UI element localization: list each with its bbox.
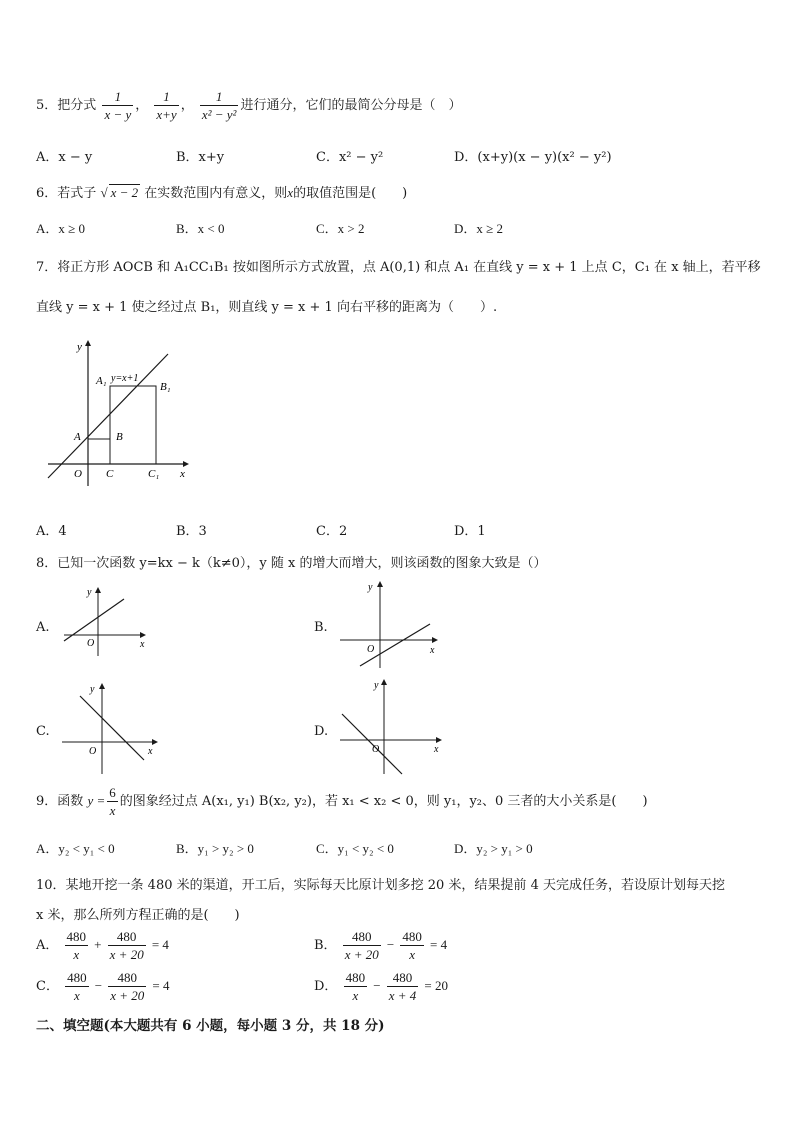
q8-option-c-label: C. [36, 724, 50, 739]
q9-option-a: A．y₂ < y₁ < 0 [36, 841, 115, 856]
svg-text:x: x [434, 744, 439, 755]
q9-number: 9． [36, 794, 58, 809]
q10-option-a: A． $\frac{480}{x}$ + $\frac{480}{x + 20}$ = 4 [36, 929, 169, 962]
q5-fraction-1: $\frac{1}{x - y}$ [104, 89, 132, 122]
q8-graph-d [336, 676, 446, 776]
svg-text:O: O [87, 638, 95, 649]
q9-func-lhs: y = [87, 793, 106, 808]
q9-mid: 的图象经过点 A(x₁, y₁) B(x₂, y₂)，若 x₁ < x₂ < 0，则 y₁，y₂、0 三者的大小关系是( ) [119, 794, 648, 809]
q5-stem: 5．把分式 $\frac{1}{x - y}$ ， $\frac{1}{x+y}$ ， $\frac{1}{\text{x² − y²}}$ 进行通分，它们的最简公分母是（ ） [36, 89, 462, 122]
q5-suffix: 进行通分，它们的最简公分母是（ ） [240, 98, 462, 113]
q6-suffix: 的取值范围是( ) [293, 186, 408, 201]
q8-graph-a [60, 584, 150, 660]
q10-option-b: B． $\frac{480}{x + 20}$ − $\frac{480}{x}$ = 4 [314, 929, 448, 962]
q10-option-d: D． $\frac{480}{x}$ − $\frac{480}{x + 4}$ = 20 [314, 970, 448, 1003]
svg-text:O: O [372, 744, 380, 755]
q6-option-b: B．x < 0 [176, 221, 225, 236]
svg-text:x: x [430, 645, 435, 656]
svg-text:y: y [90, 684, 95, 695]
section-2-heading: 二、填空题(本大题共有 6 小题，每小题 3 分，共 18 分) [36, 1018, 385, 1034]
square-aocb [88, 439, 110, 464]
q5-option-d: D．(x+y)(x − y)(x² − y²) [454, 150, 612, 165]
q8-option-b-label: B. [314, 620, 328, 635]
q6-stem [36, 182, 407, 201]
q8-option-a-label: A. [36, 620, 50, 635]
q5-option-a: A．x − y [36, 150, 93, 165]
fig-label-a: A [74, 431, 81, 443]
line-y-x-plus-1 [48, 354, 168, 478]
q6-mid: 在实数范围内有意义，则 [144, 186, 288, 201]
q10-line1: 某地开挖一条 480 米的渠道，开工后，实际每天比原计划多挖 20 米，结果提前 4 天完成任务，若设原计划每天挖 [65, 878, 725, 893]
q8-option-d-label: D. [314, 724, 329, 739]
square-a1cc1b1 [110, 386, 156, 464]
svg-text:O: O [367, 644, 375, 655]
y-arrow-icon [85, 340, 91, 346]
q6-var: x [287, 185, 294, 200]
svg-text:x: x [140, 639, 145, 650]
q6-option-c: C．x > 2 [316, 221, 365, 236]
sqrt-sign: √ [100, 185, 108, 200]
svg-text:y: y [374, 680, 379, 691]
q10-stem-line1 [36, 874, 725, 893]
q7-number: 7． [36, 260, 58, 275]
x-arrow-icon [183, 461, 189, 467]
q9-option-b: B．y₁ > y₂ > 0 [176, 841, 254, 856]
q8-text: 已知一次函数 y=kx − k（k≠0），y 随 x 的增大而增大，则该函数的图象大致是（） [57, 556, 547, 571]
q7-option-b: B．3 [176, 524, 207, 539]
q9-stem [36, 784, 648, 819]
q5-fraction-2: $\frac{1}{x+y}$ [156, 89, 177, 122]
fig-label-o: O [74, 468, 82, 480]
q7-option-c: C．2 [316, 524, 348, 539]
svg-text:y: y [87, 587, 92, 598]
q9-option-c: C．y₁ < y₂ < 0 [316, 841, 394, 856]
q7-option-a: A．4 [36, 524, 67, 539]
q6-option-a: A．x ≥ 0 [36, 221, 86, 236]
q6-number: 6． [36, 186, 58, 201]
fig-label-c: C [106, 468, 114, 480]
q5-number: 5． [36, 98, 58, 113]
q5-option-b: B．x+y [176, 150, 225, 165]
q9-prefix: 函数 [57, 794, 84, 809]
fig-line-label: y=x+1 [111, 373, 139, 384]
q10-number: 10． [36, 878, 66, 893]
fig-label-y: y [77, 341, 82, 353]
q7-stem-line2: 直线 y = x + 1 使之经过点 B₁，则直线 y = x + 1 向右平移的距离为（ ）. [36, 300, 498, 315]
q7-option-d: D．1 [454, 524, 486, 539]
q5-option-c: C．x² − y² [316, 150, 384, 165]
svg-text:x: x [148, 746, 153, 757]
q5-prefix: 把分式 [57, 98, 97, 113]
q5-fraction-3: $\frac{1}{\text{x² − y²}}$ [201, 89, 237, 122]
q6-radicand: x − 2 [110, 185, 139, 200]
svg-text:O: O [89, 746, 97, 757]
q8-stem [36, 552, 547, 571]
fig-label-b: B [116, 431, 123, 443]
q6-option-d: D．x ≥ 2 [454, 221, 504, 236]
fig-label-a1: A₁ [96, 375, 107, 387]
q8-graph-b [336, 578, 440, 670]
q7-stem-line1 [36, 256, 761, 275]
q7-line1: 将正方形 AOCB 和 A₁CC₁B₁ 按如图所示方式放置，点 A(0,1) 和点 A₁ 在直线 y = x + 1 上点 C，C₁ 在 x 轴上，若平移 [57, 260, 761, 275]
fig-label-c1: C₁ [148, 468, 160, 480]
fig-label-b1: B₁ [160, 381, 171, 393]
q8-number: 8． [36, 556, 58, 571]
q10-option-c: C． $\frac{480}{x}$ − $\frac{480}{x + 20}$ = 4 [36, 970, 170, 1003]
q6-prefix: 若式子 [57, 186, 97, 201]
q10-stem-line2: x 米，那么所列方程正确的是( ) [36, 908, 240, 923]
q8-graph-c [58, 680, 162, 776]
q7-figure [40, 336, 200, 486]
q9-fraction: $\frac{6}{x}$ [109, 785, 116, 818]
svg-text:y: y [368, 582, 373, 593]
fig-label-x: x [180, 468, 185, 480]
q9-option-d: D．y₂ > y₁ > 0 [454, 841, 533, 856]
